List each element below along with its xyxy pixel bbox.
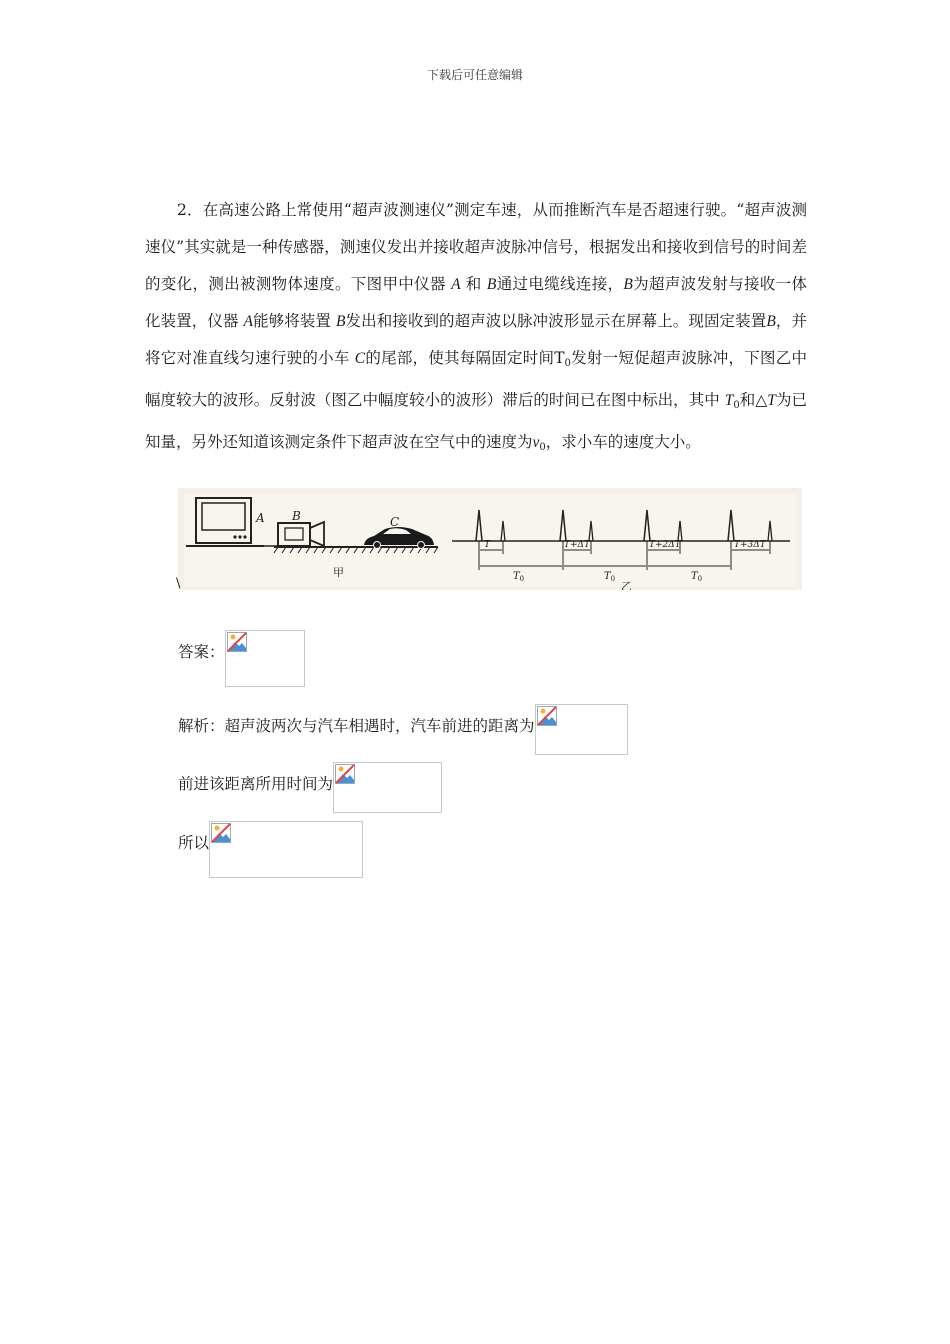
result-row <box>178 821 363 878</box>
broken-image-icon <box>225 630 305 687</box>
delay-label-1: T <box>484 539 491 550</box>
broken-image-icon <box>209 821 363 878</box>
broken-image-icon <box>535 704 628 755</box>
page-header: 下载后可任意编辑 <box>426 68 523 82</box>
delay-label-2: T+ΔT <box>564 540 591 550</box>
label-c: C <box>390 515 400 529</box>
analysis-row <box>178 704 628 755</box>
delay-label-3: T+2ΔT <box>649 540 681 550</box>
time-row <box>178 762 442 813</box>
delay-label-4: T+3ΔT <box>734 540 766 550</box>
label-b: B <box>292 509 301 523</box>
answer-row <box>178 630 305 687</box>
period-label-1: $T_0$ <box>513 571 525 583</box>
label-a: A <box>256 511 265 525</box>
label-yi: 乙 <box>621 580 632 590</box>
analysis-text: 解析：超声波两次与汽车相遇时，汽车前进的距离为 <box>178 717 535 735</box>
period-label-2: $T_0$ <box>604 571 616 583</box>
answer-label: 答案： <box>178 643 225 661</box>
question-number: 2． <box>177 201 203 219</box>
stray-backslash: \ <box>176 576 181 591</box>
question-text: 2．在高速公路上常使用“超声波测速仪”测定车速，从而推断汽车是否超速行驶。“超声波测速仪”其实就是一种传感器，测速仪发出并接收超声波脉冲信号，根据发出和接收到信号的时间差的变化，测出被测物体速度。下图甲中仪器 A 和 B通过电缆线连接，B为超声波发射与接收一体化装置，仪器 A能够将装置 B发出和接收到的超声波以脉冲波形显示在屏幕上。现固定装置B，并将它对准直线匀速行驶的小车 C的尾部，使其每隔固定时间$T_0$发射一短促超声波脉冲，下图乙中幅度较大的波形。反射波（图乙中幅度较小的波形）滞后的时间已在图中标出，其中 $T_0$和△T为已知量，另外还知道该测定条件下超声波在空气中的速度为$v_0$，求小车的速度大小。 <box>145 201 807 453</box>
broken-image-icon <box>333 762 442 813</box>
period-label-3: $T_0$ <box>691 571 703 583</box>
so-text: 所以 <box>178 834 210 852</box>
ultrasonic-figure <box>178 488 802 590</box>
time-text: 前进该距离所用时间为 <box>178 775 334 793</box>
label-jia: 甲 <box>333 566 344 579</box>
